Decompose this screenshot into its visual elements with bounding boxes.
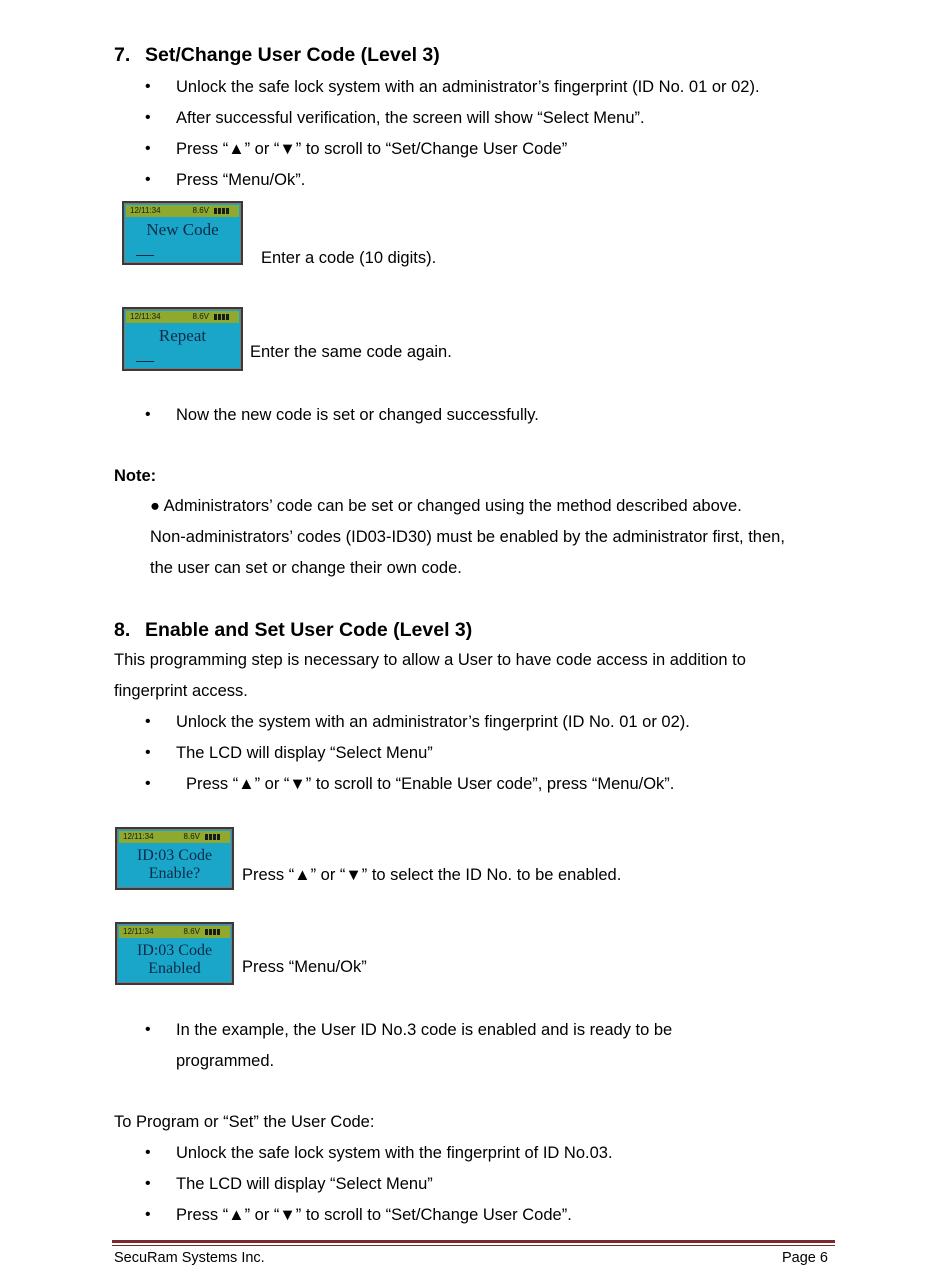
list-item: Unlock the safe lock system with the fingerprint of ID No.03. bbox=[176, 1144, 613, 1162]
lcd-status-bar bbox=[119, 926, 230, 938]
note-line: ● Administrators’ code can be set or changed using the method described above. bbox=[150, 497, 742, 515]
section-8-title: Enable and Set User Code (Level 3) bbox=[145, 619, 473, 641]
list-item: Press “▲” or “▼” to scroll to “Set/Change User Code”. bbox=[176, 1206, 572, 1224]
bullet-marker: • bbox=[145, 1175, 151, 1192]
battery-icon bbox=[214, 314, 234, 320]
lcd-caption: Enter a code (10 digits). bbox=[261, 249, 437, 267]
list-item: After successful verification, the screen will show “Select Menu”. bbox=[176, 109, 645, 127]
list-item: Now the new code is set or changed successfully. bbox=[176, 406, 539, 424]
list-item-continuation: programmed. bbox=[176, 1052, 275, 1070]
lcd-cursor bbox=[136, 255, 154, 256]
bullet-marker: • bbox=[145, 1206, 151, 1223]
note-label: Note: bbox=[114, 467, 157, 485]
lcd-voltage: 8.6V bbox=[192, 312, 209, 321]
lcd-caption: Press “▲” or “▼” to select the ID No. to be enabled. bbox=[242, 866, 622, 884]
lcd-status-bar bbox=[126, 205, 239, 217]
bullet-marker: • bbox=[145, 775, 151, 792]
lcd-display-new-code bbox=[122, 201, 243, 265]
lcd-status-bar bbox=[126, 311, 239, 323]
lcd-display-enabled bbox=[115, 922, 234, 985]
section-7-number: 7. bbox=[114, 44, 131, 66]
lcd-time: 12/11:34 bbox=[123, 927, 154, 936]
list-item: The LCD will display “Select Menu” bbox=[176, 1175, 433, 1193]
lcd-time: 12/11:34 bbox=[123, 832, 154, 841]
list-item: Press “Menu/Ok”. bbox=[176, 171, 306, 189]
program-heading: To Program or “Set” the User Code: bbox=[114, 1113, 375, 1131]
bullet-marker: • bbox=[145, 1144, 151, 1161]
footer-divider bbox=[112, 1240, 835, 1243]
list-item: Press “▲” or “▼” to scroll to “Set/Change User Code” bbox=[176, 140, 568, 158]
bullet-marker: • bbox=[145, 713, 151, 730]
lcd-time: 12/11:34 bbox=[130, 206, 161, 215]
list-item: Unlock the system with an administrator’s fingerprint (ID No. 01 or 02). bbox=[176, 713, 690, 731]
bullet-marker: • bbox=[145, 171, 151, 188]
lcd-voltage: 8.6V bbox=[183, 832, 200, 841]
footer-company: SecuRam Systems Inc. bbox=[114, 1250, 265, 1266]
lcd-time: 12/11:34 bbox=[130, 312, 161, 321]
battery-icon bbox=[205, 929, 225, 935]
bullet-marker: • bbox=[145, 78, 151, 95]
lcd-cursor bbox=[136, 361, 154, 362]
lcd-caption: Enter the same code again. bbox=[250, 343, 452, 361]
list-item: Unlock the safe lock system with an administrator’s fingerprint (ID No. 01 or 02). bbox=[176, 78, 760, 96]
list-item: Press “▲” or “▼” to scroll to “Enable User code”, press “Menu/Ok”. bbox=[186, 775, 675, 793]
footer-divider-thin bbox=[112, 1245, 835, 1246]
intro-text: This programming step is necessary to allow a User to have code access in addition to bbox=[114, 651, 746, 669]
lcd-voltage: 8.6V bbox=[192, 206, 209, 215]
list-item: In the example, the User ID No.3 code is enabled and is ready to be bbox=[176, 1021, 673, 1039]
battery-icon bbox=[214, 208, 234, 214]
bullet-marker: • bbox=[145, 109, 151, 126]
lcd-text: New Code bbox=[146, 220, 219, 239]
note-line: the user can set or change their own code. bbox=[150, 559, 462, 577]
lcd-display-enable bbox=[115, 827, 234, 890]
battery-icon bbox=[205, 834, 225, 840]
lcd-text: ID:03 Code bbox=[136, 847, 213, 864]
lcd-text: Repeat bbox=[158, 326, 207, 345]
lcd-text: ID:03 Code bbox=[136, 942, 213, 959]
footer-page-number: Page 6 bbox=[782, 1250, 828, 1266]
bullet-marker: • bbox=[145, 406, 151, 423]
lcd-voltage: 8.6V bbox=[183, 927, 200, 936]
section-7-title: Set/Change User Code (Level 3) bbox=[145, 44, 440, 66]
bullet-marker: • bbox=[145, 1021, 151, 1038]
bullet-marker: • bbox=[145, 744, 151, 761]
lcd-text: Enable? bbox=[148, 865, 201, 882]
lcd-display-repeat bbox=[122, 307, 243, 371]
lcd-status-bar bbox=[119, 831, 230, 843]
lcd-caption: Press “Menu/Ok” bbox=[242, 958, 367, 976]
lcd-text: Enabled bbox=[148, 960, 201, 977]
section-8-number: 8. bbox=[114, 619, 131, 641]
bullet-marker: • bbox=[145, 140, 151, 157]
list-item: The LCD will display “Select Menu” bbox=[176, 744, 433, 762]
note-line: Non-administrators’ codes (ID03-ID30) must be enabled by the administrator first, then, bbox=[150, 528, 785, 546]
intro-text: fingerprint access. bbox=[114, 682, 248, 700]
